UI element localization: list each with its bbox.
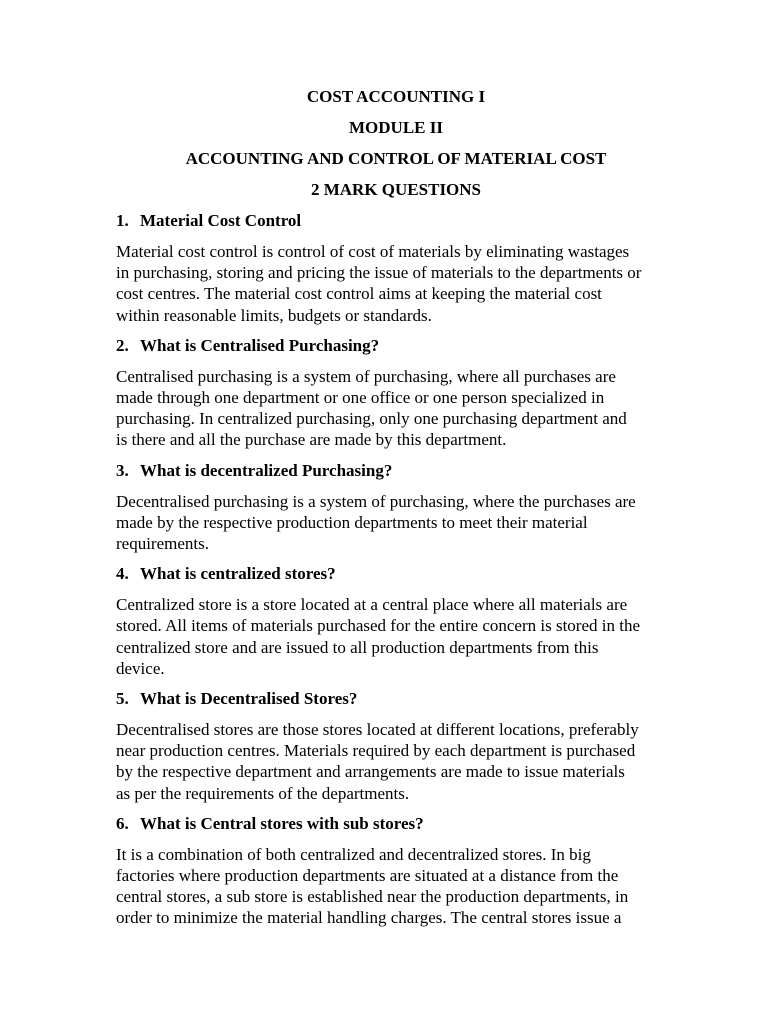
answer-line: It is a combination of both centralized and decentralized stores. In big xyxy=(116,844,591,864)
answer-line: Decentralised stores are those stores located at different locations, preferably xyxy=(116,720,639,740)
answer-line: by the respective department and arrangements are made to issue materials xyxy=(116,762,625,782)
answer-line: Decentralised purchasing is a system of purchasing, where the purchases are xyxy=(116,491,636,511)
question-number: 3. xyxy=(116,460,129,480)
question-title xyxy=(116,813,676,835)
document-heading-block xyxy=(116,86,676,201)
answer-line: near production centres. Materials required by each department is purchased xyxy=(116,741,636,761)
question-title xyxy=(116,563,676,585)
question-title-text: What is Decentralised Stores? xyxy=(140,689,358,709)
answer-paragraph xyxy=(116,491,676,555)
answer-line: order to minimize the material handling charges. The central stores issue a xyxy=(116,908,622,928)
answer-line: in purchasing, storing and pricing the issue of materials to the departments or xyxy=(116,263,642,283)
answer-line: Material cost control is control of cost of materials by eliminating wastages xyxy=(116,242,630,261)
answer-line: requirements. xyxy=(116,534,209,554)
question-item xyxy=(116,460,676,555)
course-title: COST ACCOUNTING I xyxy=(306,87,486,106)
question-title-text: What is Centralised Purchasing? xyxy=(140,335,380,355)
section-title: 2 MARK QUESTIONS xyxy=(310,180,482,199)
question-title-text: Material Cost Control xyxy=(140,211,302,230)
question-item xyxy=(116,335,676,451)
answer-line: cost centres. The material cost control aims at keeping the material cost xyxy=(116,284,602,304)
question-title-text: What is decentralized Purchasing? xyxy=(140,460,393,480)
answer-line: central stores, a sub store is established near the production departments, in xyxy=(116,887,629,907)
question-title-text: What is centralized stores? xyxy=(140,564,336,584)
answer-paragraph xyxy=(116,719,676,804)
question-item xyxy=(116,210,676,326)
question-item xyxy=(116,813,676,929)
answer-line: as per the requirements of the departments. xyxy=(116,783,410,803)
question-number: 5. xyxy=(116,689,129,709)
module-title: MODULE II xyxy=(349,118,443,137)
question-number: 6. xyxy=(116,813,129,833)
question-item xyxy=(116,688,676,804)
question-title xyxy=(116,210,676,232)
answer-line: stored. All items of materials purchased for the entire concern is stored in the xyxy=(116,616,641,636)
answer-line: device. xyxy=(116,658,165,678)
question-title xyxy=(116,688,676,710)
question-number: 4. xyxy=(116,564,129,584)
answer-line: factories where production departments are situated at a distance from the xyxy=(116,866,619,886)
answer-paragraph xyxy=(116,844,676,929)
answer-line: made through one department or one office or one person specialized in xyxy=(116,388,605,408)
answer-line: made by the respective production departments to meet their material xyxy=(116,512,588,532)
answer-line: purchasing. In centralized purchasing, only one purchasing department and xyxy=(116,409,627,429)
answer-line: within reasonable limits, budgets or standards. xyxy=(116,305,432,325)
question-number: 2. xyxy=(116,335,129,355)
question-item xyxy=(116,563,676,679)
question-title xyxy=(116,460,676,482)
answer-line: centralized store and are issued to all production departments from this xyxy=(116,637,599,657)
answer-paragraph xyxy=(116,594,676,679)
answer-line: is there and all the purchase are made by this department. xyxy=(116,430,507,450)
answer-paragraph xyxy=(116,241,676,326)
answer-paragraph xyxy=(116,366,676,451)
question-title xyxy=(116,335,676,357)
answer-line: Centralised purchasing is a system of purchasing, where all purchases are xyxy=(116,366,616,386)
topic-title: ACCOUNTING AND CONTROL OF MATERIAL COST xyxy=(185,149,607,168)
question-number: 1. xyxy=(116,211,129,230)
question-title-text: What is Central stores with sub stores? xyxy=(140,813,424,833)
questions-list xyxy=(116,210,676,929)
answer-line: Centralized store is a store located at a central place where all materials are xyxy=(116,595,628,615)
